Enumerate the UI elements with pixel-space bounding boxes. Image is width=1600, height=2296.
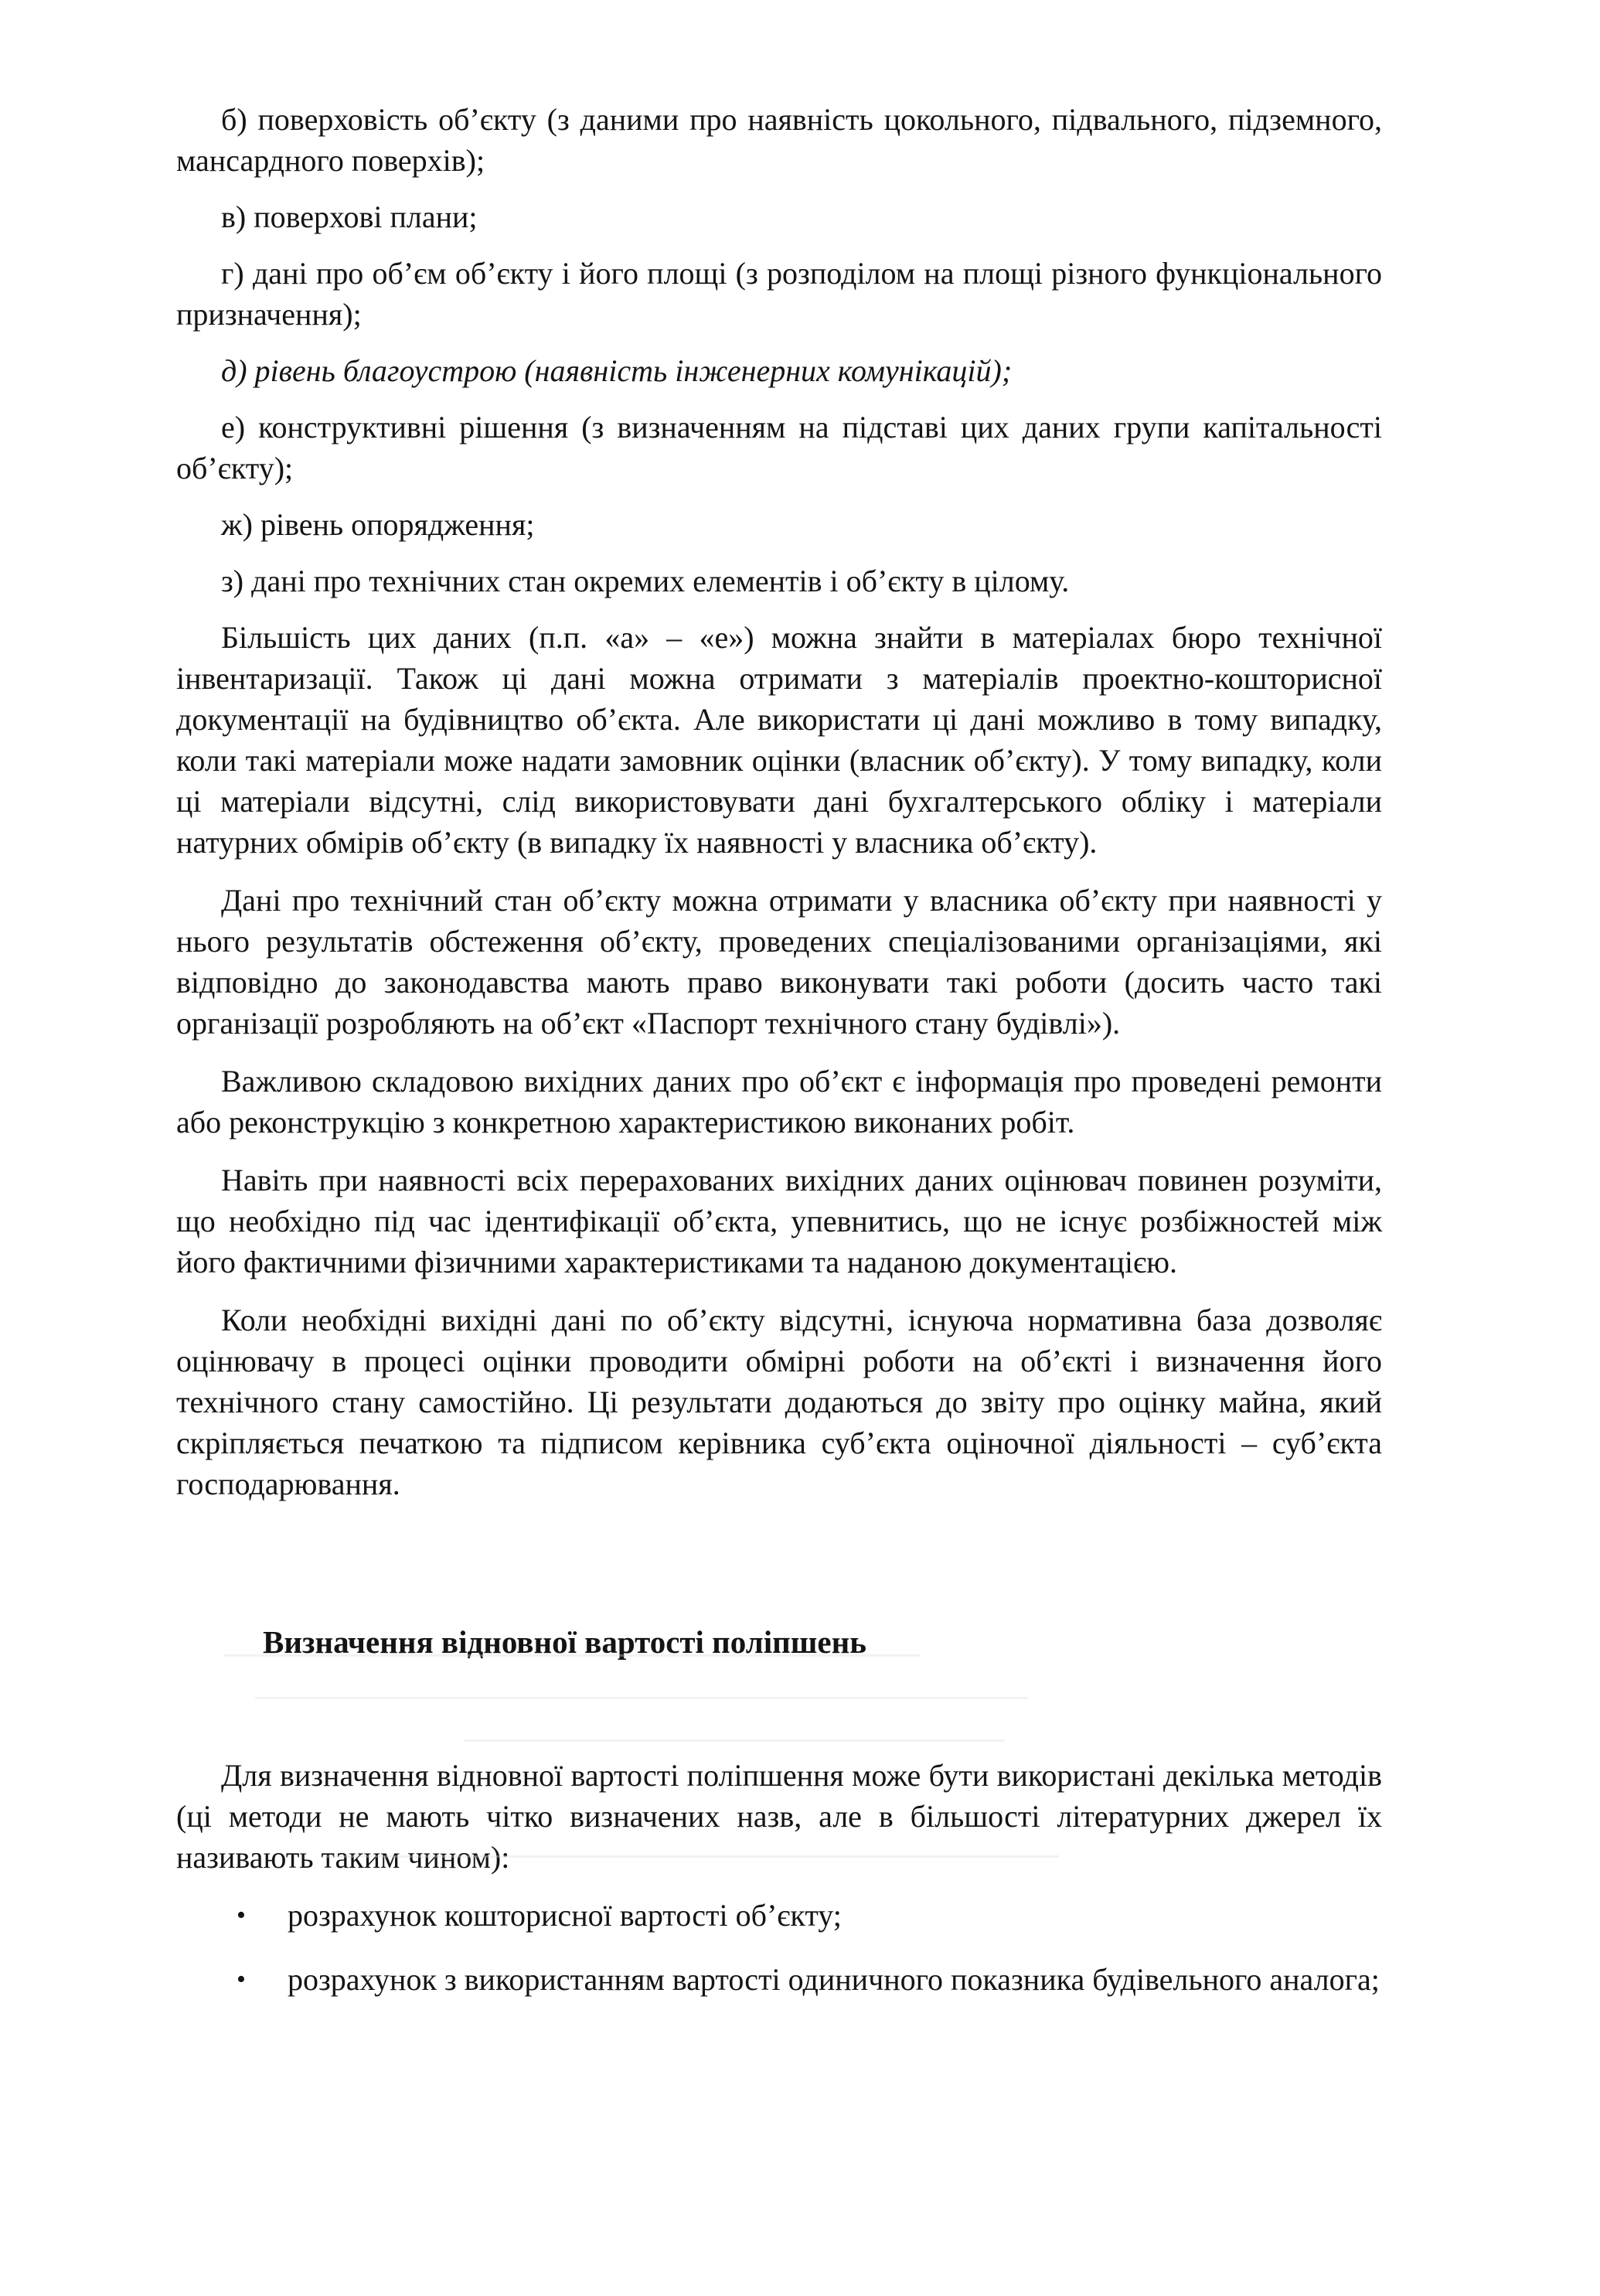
list-item-z: з) дані про технічних стан окремих елементів і об’єкту в цілому.	[221, 564, 1070, 598]
list-item-e: е) конструктивні рішення (з визначенням на підставі цих даних групи капітальності об’єкту);	[176, 410, 1382, 485]
list-item-d: д) рівень благоустрою (наявність інженерних комунікацій);	[221, 353, 1013, 388]
scan-artifact	[224, 1654, 920, 1657]
methods-list	[176, 1895, 1382, 2000]
section-title: Визначення відновної вартості поліпшень	[263, 1624, 866, 1660]
scan-artifact	[464, 1739, 1005, 1742]
paragraph-measurements: Коли необхідні вихідні дані по об’єкту відсутні, існуюча нормативна база дозволяє оцінювачу в процесі оцінки проводити обмірні роботи на об’єкті і визначення його технічного стану самостійно. Ці результати додаються до звіту про оцінку майна, який скріпляється печаткою та підписом керівника суб’єкта оціночної діяльності – суб’єкта господарювання.	[176, 1303, 1382, 1501]
list-item-h: г) дані про об’єм об’єкту і його площі (з розподілом на площі різного функціонального призначення);	[176, 256, 1382, 332]
scan-artifact	[255, 1697, 1028, 1699]
paragraph-repairs: Важливою складовою вихідних даних про об’єкт є інформація про проведені ремонти або реконструкцію з конкретною характеристикою виконаних робіт.	[176, 1064, 1382, 1139]
method-item-estimate	[176, 1895, 1382, 1936]
list-item-b: б) поверховість об’єкту (з даними про наявність цокольного, підвального, підземного, мансардного поверхів);	[176, 102, 1382, 178]
bullet-icon: •	[237, 1965, 246, 1994]
paragraph-identification: Навіть при наявності всіх перерахованих вихідних даних оцінювач повинен розуміти, що необхідно під час ідентифікації об’єкта, упевнитись, що не існує розбіжностей між його фактичними фізичними характеристиками та наданою документацією.	[176, 1163, 1382, 1279]
document-body	[176, 99, 1382, 2023]
section-intro: Для визначення відновної вартості поліпшення може бути використані декілька методів (ці методи не мають чітко визначених назв, але в більшості літературних джерел їх називають таким чином):	[176, 1758, 1382, 1875]
bullet-icon: •	[237, 1901, 246, 1930]
list-item-v: в) поверхові плани;	[221, 199, 478, 234]
scan-artifact	[325, 1855, 1059, 1858]
paragraph-data-sources: Більшість цих даних (п.п. «а» – «е») можна знайти в матеріалах бюро технічної інвентаризації. Також ці дані можна отримати з матеріалів проектно-кошторисної документації на будівництво об’єкта. Але використати ці дані можливо в тому випадку, коли такі матеріали може надати замовник оцінки (власник об’єкту). У тому випадку, коли ці матеріали відсутні, слід використовувати дані бухгалтерського обліку і матеріали натурних обмірів об’єкту (в випадку їх наявності у власника об’єкту).	[176, 620, 1382, 860]
method-item-text: розрахунок кошторисної вартості об’єкту;	[288, 1898, 842, 1933]
method-item-text: розрахунок з використанням вартості одиничного показника будівельного аналога;	[288, 1962, 1380, 1997]
list-item-zh: ж) рівень опорядження;	[221, 507, 535, 542]
paragraph-technical-condition: Дані про технічний стан об’єкту можна отримати у власника об’єкту при наявності у нього результатів обстеження об’єкту, проведених спеціалізованими організаціями, які відповідно до законодавства мають право виконувати такі роботи (досить часто такі організації розробляють на об’єкт «Паспорт технічного стану будівлі»).	[176, 883, 1382, 1041]
method-item-analog	[176, 1959, 1382, 2000]
